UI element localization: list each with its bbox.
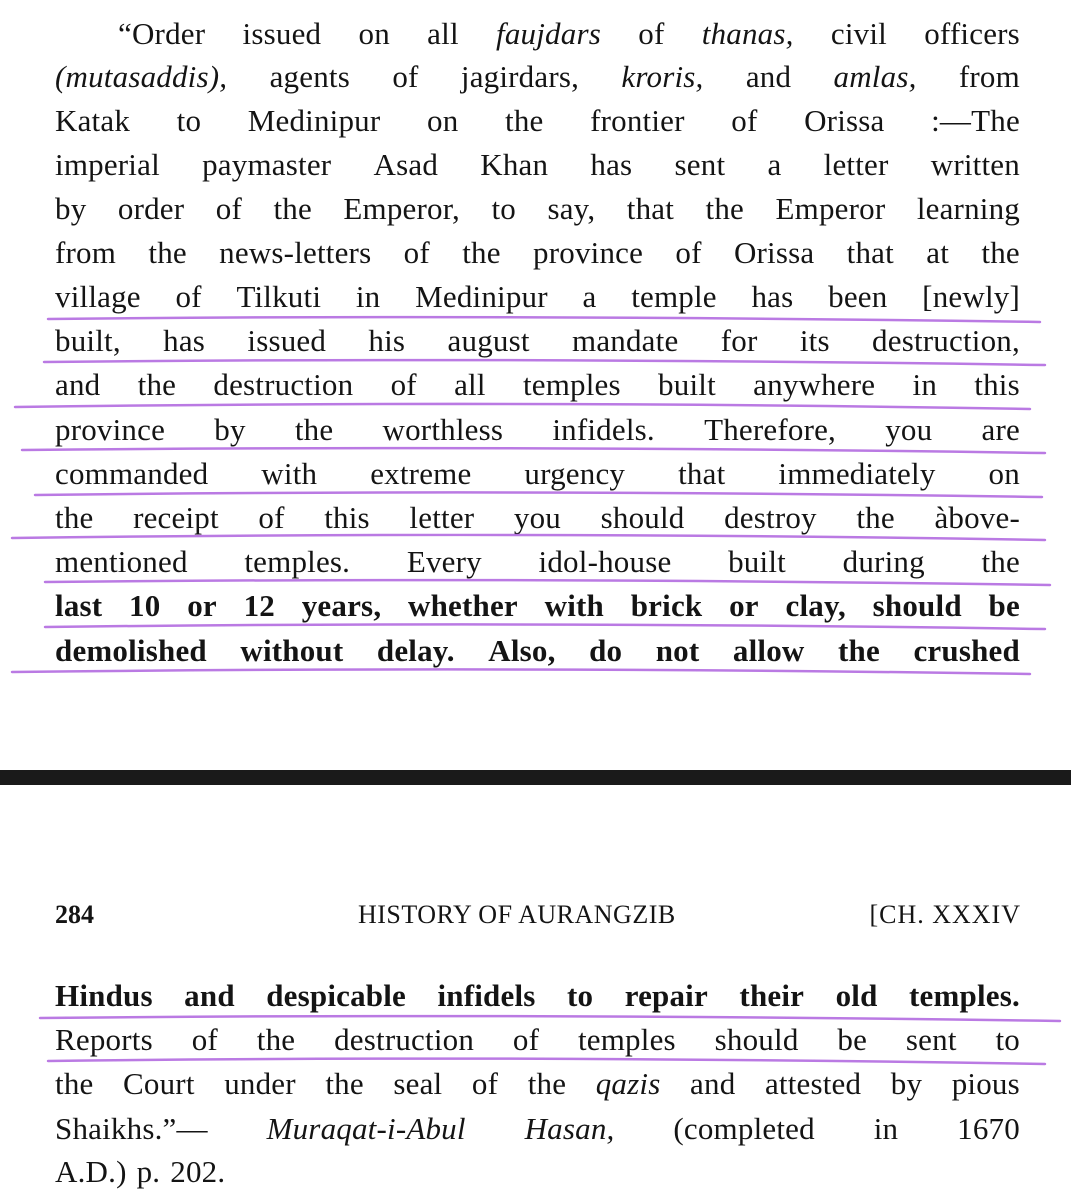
text-line [55,976,1020,1018]
word: paymaster [202,147,332,182]
word: should [872,588,962,623]
word: destroy [724,500,817,535]
word: built [658,367,716,402]
word: province [55,412,166,447]
word: the [462,235,501,270]
text-line [55,1064,1020,1106]
word: thanas, [701,16,794,51]
word: pious [951,1066,1020,1101]
word: issued [247,323,327,358]
word: of [403,235,430,270]
word: village [55,279,141,314]
word: Hasan, [524,1111,615,1146]
word: with [544,588,604,623]
word: built [728,544,786,579]
word: p. [136,1154,161,1189]
page-divider [0,770,1071,785]
word: Orissa [733,235,815,270]
word: should [714,1022,799,1057]
word: of [638,16,665,51]
word: the [148,235,187,270]
word: the [981,235,1020,270]
word: at [926,235,950,270]
word: from [55,235,117,270]
word: this [974,367,1020,402]
word: of [512,1022,540,1057]
word: allow [732,633,805,668]
word: Medinipur [415,279,548,314]
word: A.D.) [55,1154,127,1189]
text-line [118,14,1020,56]
word: are [981,412,1020,447]
word: the [256,1022,296,1057]
word: crushed [913,633,1020,668]
word: been [828,279,888,314]
word: temples [522,367,621,402]
word: the [838,633,880,668]
word: or [729,588,759,623]
word: Emperor, [343,191,460,226]
word: that [846,235,894,270]
word: be [837,1022,868,1057]
word: all [454,367,486,402]
word: to [995,1022,1020,1057]
word: its [799,323,830,358]
text-line [55,365,1020,407]
text-line [55,410,1020,452]
word: worthless [382,412,504,447]
word: august [447,323,530,358]
word: demolished [55,633,207,668]
word: of [675,235,702,270]
word: [newly] [922,279,1020,314]
word: immediately [778,456,936,491]
word: of [215,191,242,226]
word: the [273,191,312,226]
word: letter [409,500,475,535]
word: their [739,978,805,1013]
word: faujdars [496,16,601,51]
word: of [191,1022,218,1057]
word: has [751,279,794,314]
word: learning [916,191,1020,226]
word: 202. [170,1154,226,1189]
word: old [835,978,878,1013]
word: on [358,16,390,51]
word: letter [823,147,889,182]
word: civil [830,16,887,51]
word: in [912,367,938,402]
word: the [137,367,177,402]
word: of [175,279,202,314]
word: Medinipur [247,103,381,138]
chapter-reference: [CH. XXXIV [869,900,1021,929]
text-line [55,1109,1020,1151]
word: 12 [243,588,275,623]
word: qazis [595,1066,661,1101]
word: 10 [129,588,161,623]
word: order [117,191,185,226]
word: sent [674,147,726,182]
word: Reports [55,1022,153,1057]
word: and [55,367,101,402]
text-line [55,631,1020,673]
word: and [184,978,235,1013]
word: to [176,103,202,138]
word: you [885,412,933,447]
word: the [527,1066,567,1101]
word: built, [55,323,121,358]
word: this [324,500,370,535]
word: last [55,588,103,623]
word: infidels. [552,412,655,447]
word: sent [905,1022,957,1057]
word: issued [242,16,322,51]
word: by [890,1066,923,1101]
word: repair [624,978,708,1013]
word: :—The [931,103,1020,138]
word: Emperor [775,191,886,226]
word: be [988,588,1020,623]
word: a [582,279,597,314]
word: àbove- [934,500,1020,535]
word: of [392,59,419,94]
text-line [55,321,1020,363]
running-title: HISTORY OF AURANGZIB [358,900,676,929]
word: (mutasaddis), [55,59,228,94]
word: destruction, [872,323,1020,358]
word: seal [393,1066,443,1101]
word: without [240,633,344,668]
word: infidels [437,978,536,1013]
word: on [427,103,459,138]
word: the [505,103,544,138]
word: Hindus [55,978,153,1013]
word: temples. [909,978,1020,1013]
word: on [988,456,1020,491]
word: by [55,191,87,226]
word: all [427,16,459,51]
text-line [55,145,1020,187]
text-line [55,277,1020,319]
word: frontier [590,103,685,138]
word: brick [630,588,703,623]
word: to [491,191,516,226]
word: you [513,500,562,535]
word: the [294,412,334,447]
text-line [55,586,1020,628]
word: urgency [524,456,626,491]
word: Orissa [804,103,885,138]
word: clay, [785,588,846,623]
word: and [745,59,792,94]
word: and [690,1066,736,1101]
word: attested [764,1066,862,1101]
word: that [626,191,675,226]
word: commanded [55,456,209,491]
running-head [55,897,1021,933]
word: his [368,323,406,358]
word: do [589,633,623,668]
word: news-letters [219,235,372,270]
word: Khan [480,147,549,182]
text-line [55,57,1020,99]
word: imperial [55,147,160,182]
word: Also, [488,633,556,668]
word: temples. [244,544,351,579]
word: amlas, [833,59,917,94]
word: Therefore, [704,412,836,447]
word: receipt [133,500,219,535]
page-number: 284 [55,900,94,929]
word: of [731,103,758,138]
word: kroris, [621,59,704,94]
text-line [55,101,1020,143]
word: temples [577,1022,676,1057]
text-line [55,189,1020,231]
word: mentioned [55,544,188,579]
text-line [55,498,1020,540]
word: of [258,500,285,535]
word: or [187,588,217,623]
word: during [842,544,925,579]
word: of [390,367,417,402]
word: destruction [213,367,354,402]
word: the [325,1066,364,1101]
word: Muraqat-i-Abul [266,1111,466,1146]
text-line [55,454,1020,496]
word: the [55,500,94,535]
word: the [705,191,745,226]
word: should [600,500,685,535]
word: of [471,1066,499,1101]
text-line [55,1152,1020,1194]
word: in [873,1111,899,1146]
word: has [163,323,206,358]
word: Court [123,1066,195,1101]
word: jagirdars, [460,59,580,94]
word: delay. [376,633,455,668]
word: not [655,633,700,668]
word: the [981,544,1020,579]
word: province [533,235,644,270]
word: whether [408,588,518,623]
word: from [958,59,1020,94]
word: destruction [334,1022,475,1057]
word: agents [269,59,350,94]
word: in [355,279,381,314]
text-line [55,233,1020,275]
word: a [767,147,782,182]
text-line [55,542,1020,584]
text-line [55,1020,1020,1062]
word: “Order [118,16,206,51]
word: say, [547,191,596,226]
word: Asad [373,147,439,182]
word: that [678,456,726,491]
word: extreme [370,456,472,491]
word: to [567,978,594,1013]
word: officers [924,16,1020,51]
word: the [856,500,895,535]
word: idol-house [538,544,672,579]
word: the [55,1066,94,1101]
word: Tilkuti [236,279,322,314]
word: for [720,323,758,358]
word: mandate [572,323,679,358]
word: has [590,147,633,182]
word: by [214,412,246,447]
word: 1670 [957,1111,1020,1146]
word: Shaikhs.”— [55,1111,208,1146]
word: under [224,1066,296,1101]
word: Katak [55,103,131,138]
word: (completed [673,1111,815,1146]
word: Every [406,544,482,579]
word: years, [301,588,382,623]
word: anywhere [753,367,876,402]
word: written [930,147,1020,182]
word: despicable [266,978,407,1013]
word: with [261,456,318,491]
word: temple [631,279,717,314]
